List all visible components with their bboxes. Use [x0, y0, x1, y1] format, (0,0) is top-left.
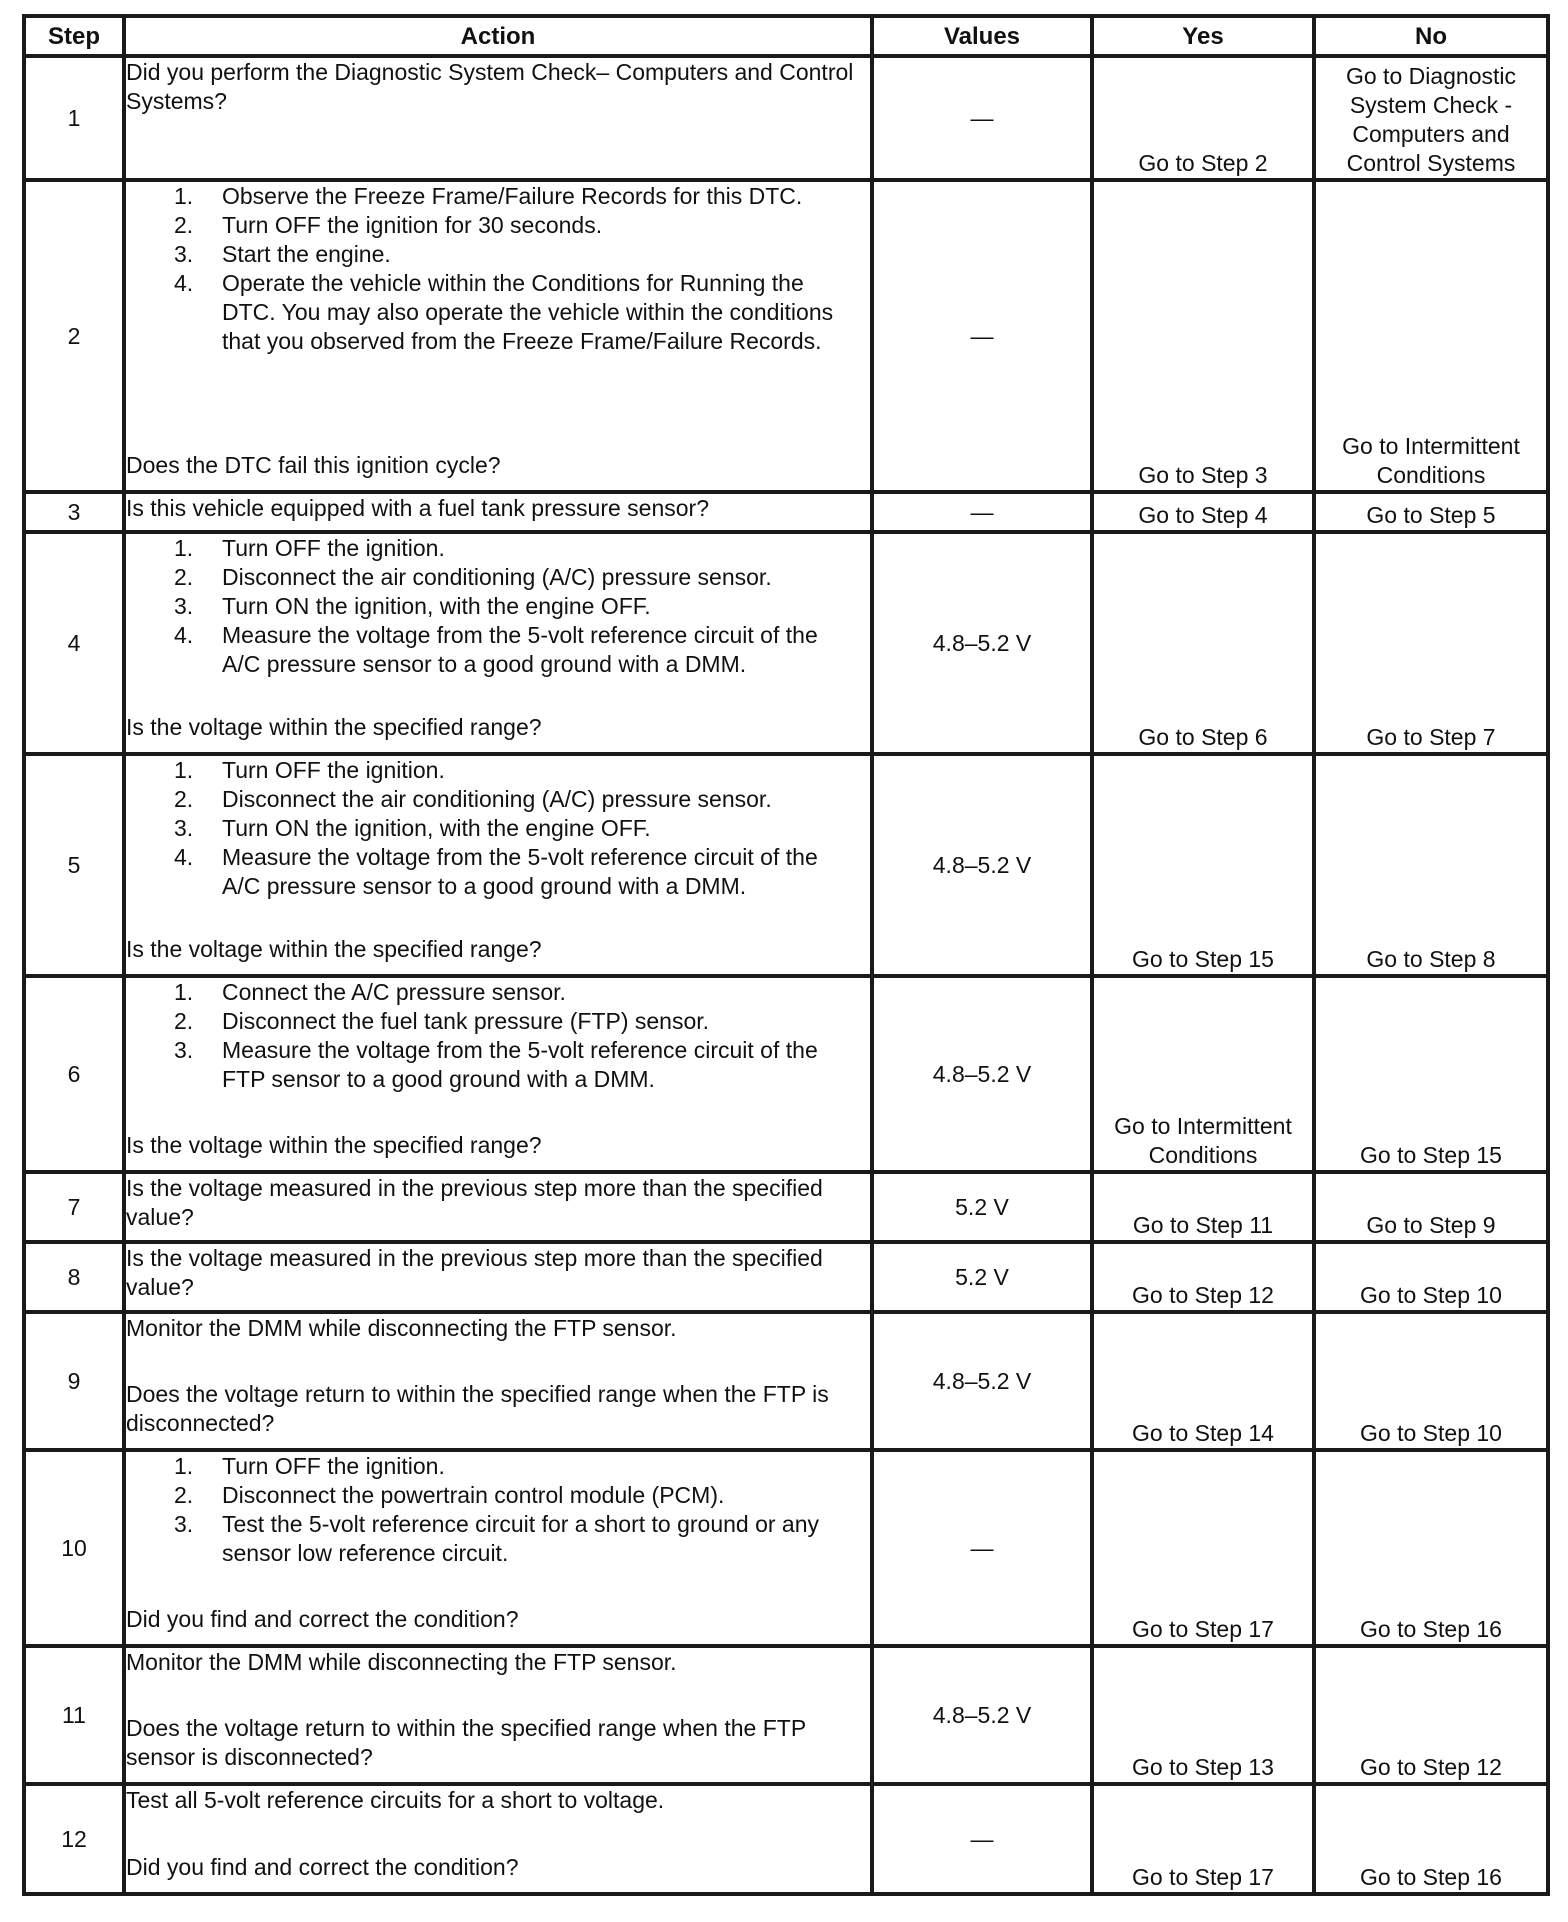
procedure-step: [126, 563, 870, 592]
diagnostic-table: [22, 14, 1550, 1896]
procedure-list: [126, 978, 870, 1094]
no-cell: Go to Step 10: [1314, 1242, 1548, 1312]
procedure-step-number: 3.: [174, 815, 194, 841]
action-cell: [124, 180, 872, 492]
action-question: Does the voltage return to within the specified range when the FTP sensor is disconnected?: [126, 1715, 806, 1770]
no-cell: Go to Step 8: [1314, 754, 1548, 976]
table-row: [24, 1312, 1548, 1450]
yes-cell: Go to Step 15: [1092, 754, 1314, 976]
step-number: 9: [24, 1312, 124, 1450]
procedure-step-text: Turn ON the ignition, with the engine OFF.: [222, 815, 651, 841]
value-cell: —: [872, 180, 1092, 492]
procedure-step-number: 2.: [174, 564, 194, 590]
table-row: [24, 56, 1548, 180]
header-step: Step: [24, 16, 124, 56]
step-number: 6: [24, 976, 124, 1172]
table-row: [24, 976, 1548, 1172]
table-row: [24, 532, 1548, 754]
procedure-step: [126, 843, 870, 901]
step-number: 12: [24, 1784, 124, 1894]
table-row: [24, 1784, 1548, 1894]
action-cell: [124, 1172, 872, 1242]
procedure-step: [126, 240, 870, 269]
action-question: Is the voltage within the specified range?: [126, 1132, 542, 1158]
procedure-step-text: Disconnect the fuel tank pressure (FTP) sensor.: [222, 1008, 710, 1034]
procedure-step-number: 3.: [174, 1037, 194, 1063]
procedure-step: [126, 592, 870, 621]
procedure-step-number: 2.: [174, 212, 194, 238]
action-question: Did you find and correct the condition?: [126, 1854, 519, 1880]
yes-cell: Go to Step 17: [1092, 1784, 1314, 1894]
action-question: Does the DTC fail this ignition cycle?: [126, 452, 501, 478]
action-question: Does the voltage return to within the specified range when the FTP is disconnected?: [126, 1381, 829, 1436]
header-yes: Yes: [1092, 16, 1314, 56]
procedure-list: [126, 1452, 870, 1568]
action-cell: [124, 532, 872, 754]
spacer: [126, 1815, 870, 1853]
procedure-step-text: Start the engine.: [222, 241, 391, 267]
step-number: 7: [24, 1172, 124, 1242]
procedure-step: [126, 978, 870, 1007]
step-number: 5: [24, 754, 124, 976]
action-cell: [124, 56, 872, 180]
procedure-step-number: 2.: [174, 1008, 194, 1034]
procedure-step-text: Turn OFF the ignition.: [222, 1453, 445, 1479]
procedure-step: [126, 269, 870, 356]
yes-cell: Go to Step 12: [1092, 1242, 1314, 1312]
value-cell: 4.8–5.2 V: [872, 754, 1092, 976]
step-number: 3: [24, 492, 124, 532]
procedure-step-text: Disconnect the air conditioning (A/C) pressure sensor.: [222, 564, 772, 590]
procedure-step-number: 3.: [174, 593, 194, 619]
no-cell: Go to Diagnostic System Check - Computers and Control Systems: [1314, 56, 1548, 180]
action-text: Did you perform the Diagnostic System Check– Computers and Control Systems?: [126, 59, 854, 114]
procedure-step: [126, 621, 870, 679]
table-row: [24, 1172, 1548, 1242]
no-cell: Go to Step 15: [1314, 976, 1548, 1172]
action-text: Is this vehicle equipped with a fuel tank pressure sensor?: [126, 495, 709, 521]
yes-cell: Go to Step 3: [1092, 180, 1314, 492]
procedure-step: [126, 1452, 870, 1481]
procedure-step-number: 1.: [174, 183, 194, 209]
spacer: [126, 1343, 870, 1380]
yes-cell: Go to Step 4: [1092, 492, 1314, 532]
procedure-step-number: 4.: [174, 270, 194, 296]
action-text: Monitor the DMM while disconnecting the FTP sensor.: [126, 1315, 677, 1341]
value-cell: 5.2 V: [872, 1242, 1092, 1312]
yes-cell: Go to Step 17: [1092, 1450, 1314, 1646]
procedure-step-number: 1.: [174, 535, 194, 561]
action-cell: [124, 1312, 872, 1450]
procedure-step-text: Measure the voltage from the 5-volt reference circuit of the FTP sensor to a good ground with a DMM.: [222, 1037, 818, 1092]
yes-cell: Go to Step 2: [1092, 56, 1314, 180]
procedure-step-text: Turn OFF the ignition for 30 seconds.: [222, 212, 603, 238]
procedure-step-number: 1.: [174, 1453, 194, 1479]
action-question: Is the voltage within the specified range?: [126, 936, 542, 962]
value-cell: —: [872, 492, 1092, 532]
yes-cell: Go to Step 11: [1092, 1172, 1314, 1242]
header-action: Action: [124, 16, 872, 56]
procedure-list: [126, 534, 870, 679]
procedure-step: [126, 1036, 870, 1094]
step-number: 8: [24, 1242, 124, 1312]
value-cell: 5.2 V: [872, 1172, 1092, 1242]
action-text: Monitor the DMM while disconnecting the FTP sensor.: [126, 1649, 677, 1675]
procedure-step-text: Disconnect the powertrain control module (PCM).: [222, 1482, 725, 1508]
procedure-step-text: Disconnect the air conditioning (A/C) pressure sensor.: [222, 786, 772, 812]
no-cell: Go to Step 9: [1314, 1172, 1548, 1242]
procedure-step-text: Turn OFF the ignition.: [222, 535, 445, 561]
action-cell: [124, 492, 872, 532]
procedure-step: [126, 182, 870, 211]
action-cell: [124, 754, 872, 976]
procedure-step-text: Turn OFF the ignition.: [222, 757, 445, 783]
table-row: [24, 1646, 1548, 1784]
no-cell: Go to Step 16: [1314, 1784, 1548, 1894]
procedure-step-number: 4.: [174, 844, 194, 870]
procedure-step: [126, 211, 870, 240]
procedure-step-number: 3.: [174, 241, 194, 267]
no-cell: Go to Step 5: [1314, 492, 1548, 532]
procedure-step: [126, 785, 870, 814]
step-number: 2: [24, 180, 124, 492]
procedure-step-text: Test the 5-volt reference circuit for a short to ground or any sensor low reference circuit.: [222, 1511, 820, 1566]
action-cell: [124, 976, 872, 1172]
value-cell: —: [872, 1450, 1092, 1646]
value-cell: 4.8–5.2 V: [872, 1646, 1092, 1784]
value-cell: 4.8–5.2 V: [872, 532, 1092, 754]
procedure-step-text: Observe the Freeze Frame/Failure Records for this DTC.: [222, 183, 803, 209]
action-cell: [124, 1450, 872, 1646]
procedure-step-number: 1.: [174, 979, 194, 1005]
procedure-step-text: Measure the voltage from the 5-volt reference circuit of the A/C pressure sensor to a good ground with a DMM.: [222, 622, 818, 677]
yes-cell: Go to Step 13: [1092, 1646, 1314, 1784]
value-cell: 4.8–5.2 V: [872, 1312, 1092, 1450]
spacer: [126, 679, 870, 713]
step-number: 10: [24, 1450, 124, 1646]
action-question: Did you find and correct the condition?: [126, 1606, 519, 1632]
procedure-step: [126, 1481, 870, 1510]
step-number: 11: [24, 1646, 124, 1784]
action-question: Is the voltage within the specified range?: [126, 714, 542, 740]
yes-cell: Go to Step 6: [1092, 532, 1314, 754]
procedure-step-text: Measure the voltage from the 5-volt reference circuit of the A/C pressure sensor to a good ground with a DMM.: [222, 844, 818, 899]
procedure-list: [126, 182, 870, 356]
procedure-step-number: 4.: [174, 622, 194, 648]
spacer: [126, 1094, 870, 1131]
procedure-step-text: Turn ON the ignition, with the engine OFF.: [222, 593, 651, 619]
diagnostic-table-container: [22, 14, 1550, 1896]
procedure-step-text: Connect the A/C pressure sensor.: [222, 979, 566, 1005]
yes-cell: Go to Intermittent Conditions: [1092, 976, 1314, 1172]
value-cell: —: [872, 56, 1092, 180]
step-number: 1: [24, 56, 124, 180]
header-values: Values: [872, 16, 1092, 56]
table-row: [24, 1450, 1548, 1646]
no-cell: Go to Intermittent Conditions: [1314, 180, 1548, 492]
table-body: [24, 56, 1548, 1894]
yes-cell: Go to Step 14: [1092, 1312, 1314, 1450]
procedure-step-number: 3.: [174, 1511, 194, 1537]
action-text: Is the voltage measured in the previous step more than the specified value?: [126, 1175, 823, 1230]
header-no: No: [1314, 16, 1548, 56]
spacer: [126, 1677, 870, 1714]
no-cell: Go to Step 10: [1314, 1312, 1548, 1450]
spacer: [126, 901, 870, 935]
procedure-step: [126, 534, 870, 563]
value-cell: —: [872, 1784, 1092, 1894]
procedure-step-text: Operate the vehicle within the Conditions for Running the DTC. You may also operate the vehicle within the conditions that you observed from the Freeze Frame/Failure Records.: [222, 270, 834, 354]
spacer: [126, 356, 870, 451]
action-cell: [124, 1242, 872, 1312]
action-text: Is the voltage measured in the previous step more than the specified value?: [126, 1245, 823, 1300]
action-text: Test all 5-volt reference circuits for a short to voltage.: [126, 1787, 665, 1813]
table-row: [24, 492, 1548, 532]
table-row: [24, 180, 1548, 492]
no-cell: Go to Step 16: [1314, 1450, 1548, 1646]
table-row: [24, 754, 1548, 976]
procedure-step: [126, 1510, 870, 1568]
value-cell: 4.8–5.2 V: [872, 976, 1092, 1172]
header-row: [24, 16, 1548, 56]
procedure-list: [126, 756, 870, 901]
procedure-step-number: 2.: [174, 1482, 194, 1508]
no-cell: Go to Step 12: [1314, 1646, 1548, 1784]
procedure-step: [126, 814, 870, 843]
action-cell: [124, 1646, 872, 1784]
table-row: [24, 1242, 1548, 1312]
no-cell: Go to Step 7: [1314, 532, 1548, 754]
step-number: 4: [24, 532, 124, 754]
procedure-step-number: 2.: [174, 786, 194, 812]
procedure-step: [126, 1007, 870, 1036]
spacer: [126, 1568, 870, 1605]
action-cell: [124, 1784, 872, 1894]
procedure-step-number: 1.: [174, 757, 194, 783]
procedure-step: [126, 756, 870, 785]
